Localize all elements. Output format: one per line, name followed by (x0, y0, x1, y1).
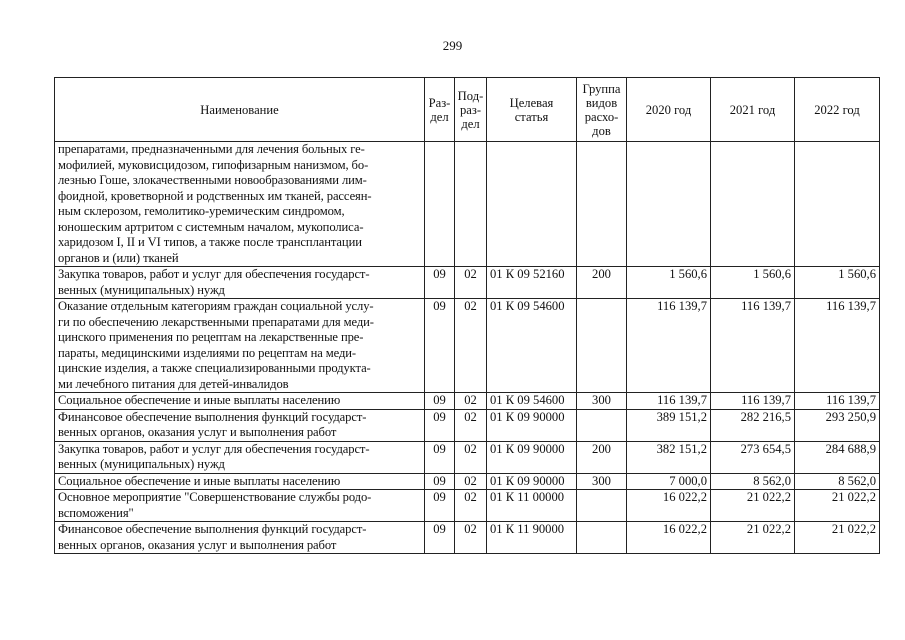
row-target (487, 142, 577, 267)
row-podrazdel: 02 (455, 393, 487, 410)
header-name: Наименование (55, 78, 425, 142)
row-2020: 1 560,6 (627, 267, 711, 299)
header-razdel: Раз- дел (425, 78, 455, 142)
row-2022: 1 560,6 (795, 267, 880, 299)
table-row (55, 522, 880, 554)
row-podrazdel (455, 142, 487, 267)
table-row (55, 267, 880, 299)
row-podrazdel: 02 (455, 267, 487, 299)
row-name: Финансовое обеспечение выполнения функций государст- венных органов, оказания услуг и выполнения работ (55, 522, 425, 554)
row-group (577, 522, 627, 554)
row-name: Финансовое обеспечение выполнения функций государст- венных органов, оказания услуг и выполнения работ (55, 409, 425, 441)
row-group (577, 142, 627, 267)
row-target: 01 К 09 52160 (487, 267, 577, 299)
row-group: 300 (577, 473, 627, 490)
row-2021: 282 216,5 (711, 409, 795, 441)
header-group: Группа видов расхо- дов (577, 78, 627, 142)
header-2021: 2021 год (711, 78, 795, 142)
row-name: Социальное обеспечение и иные выплаты населению (55, 473, 425, 490)
table-row (55, 441, 880, 473)
row-target: 01 К 11 00000 (487, 490, 577, 522)
row-2021: 116 139,7 (711, 299, 795, 393)
row-2021: 273 654,5 (711, 441, 795, 473)
row-name: Оказание отдельным категориям граждан социальной услу- ги по обеспечению лекарственными препаратами для меди- цинского применения по рецептам на лекарственные пре- параты, медицинскими изделиями по рецептам на меди- цинские изделия, а также специализированными продукта- ми лечебного питания для детей-инвалидов (55, 299, 425, 393)
row-razdel: 09 (425, 409, 455, 441)
header-podrazdel: Под- раз- дел (455, 78, 487, 142)
row-group: 200 (577, 441, 627, 473)
row-target: 01 К 09 54600 (487, 393, 577, 410)
row-2022: 21 022,2 (795, 490, 880, 522)
row-group: 300 (577, 393, 627, 410)
row-name: Закупка товаров, работ и услуг для обеспечения государст- венных (муниципальных) нужд (55, 441, 425, 473)
row-podrazdel: 02 (455, 473, 487, 490)
row-2022: 116 139,7 (795, 299, 880, 393)
row-group (577, 299, 627, 393)
row-name: Основное мероприятие "Совершенствование службы родо- вспоможения" (55, 490, 425, 522)
table-row (55, 299, 880, 393)
row-2022: 116 139,7 (795, 393, 880, 410)
row-2022: 284 688,9 (795, 441, 880, 473)
table-row (55, 490, 880, 522)
row-target: 01 К 09 90000 (487, 409, 577, 441)
row-group (577, 409, 627, 441)
row-2022 (795, 142, 880, 267)
row-group: 200 (577, 267, 627, 299)
header-2020: 2020 год (627, 78, 711, 142)
row-2020 (627, 142, 711, 267)
row-2020: 7 000,0 (627, 473, 711, 490)
row-name: Закупка товаров, работ и услуг для обеспечения государст- венных (муниципальных) нужд (55, 267, 425, 299)
row-2021: 116 139,7 (711, 393, 795, 410)
budget-table (54, 77, 880, 554)
row-group (577, 490, 627, 522)
row-target: 01 К 09 54600 (487, 299, 577, 393)
row-target: 01 К 11 90000 (487, 522, 577, 554)
row-podrazdel: 02 (455, 299, 487, 393)
row-name: препаратами, предназначенными для лечения больных ге- мофилией, муковисцидозом, гипофизарным нанизмом, бо- лезнью Гоше, злокачественными новообразованиями лим- фоидной, кроветворной и родственных им тканей, рассеян- ным склерозом, гемолитико-уремическим синдромом, юношеским артритом с системным началом, мукополиса- харидозом I, II и VI типов, а также после трансплантации органов и (или) тканей (55, 142, 425, 267)
row-2020: 389 151,2 (627, 409, 711, 441)
row-podrazdel: 02 (455, 441, 487, 473)
row-2021: 21 022,2 (711, 490, 795, 522)
row-2020: 116 139,7 (627, 393, 711, 410)
row-2022: 293 250,9 (795, 409, 880, 441)
row-2021 (711, 142, 795, 267)
row-razdel: 09 (425, 522, 455, 554)
table-row (55, 473, 880, 490)
table-row (55, 393, 880, 410)
header-target: Целевая статья (487, 78, 577, 142)
page-number: 299 (442, 38, 463, 53)
row-2021: 1 560,6 (711, 267, 795, 299)
row-2020: 16 022,2 (627, 490, 711, 522)
row-razdel: 09 (425, 473, 455, 490)
table-row (55, 409, 880, 441)
header-2022: 2022 год (795, 78, 880, 142)
row-razdel: 09 (425, 299, 455, 393)
row-razdel: 09 (425, 441, 455, 473)
table-body (55, 142, 880, 554)
row-2020: 116 139,7 (627, 299, 711, 393)
row-podrazdel: 02 (455, 409, 487, 441)
header-row (55, 78, 880, 142)
row-razdel: 09 (425, 267, 455, 299)
row-podrazdel: 02 (455, 522, 487, 554)
row-2022: 8 562,0 (795, 473, 880, 490)
row-target: 01 К 09 90000 (487, 473, 577, 490)
row-razdel: 09 (425, 393, 455, 410)
row-target: 01 К 09 90000 (487, 441, 577, 473)
row-2021: 21 022,2 (711, 522, 795, 554)
row-name: Социальное обеспечение и иные выплаты населению (55, 393, 425, 410)
row-2020: 382 151,2 (627, 441, 711, 473)
row-razdel (425, 142, 455, 267)
row-podrazdel: 02 (455, 490, 487, 522)
table-row (55, 142, 880, 267)
row-2022: 21 022,2 (795, 522, 880, 554)
row-2021: 8 562,0 (711, 473, 795, 490)
row-2020: 16 022,2 (627, 522, 711, 554)
row-razdel: 09 (425, 490, 455, 522)
